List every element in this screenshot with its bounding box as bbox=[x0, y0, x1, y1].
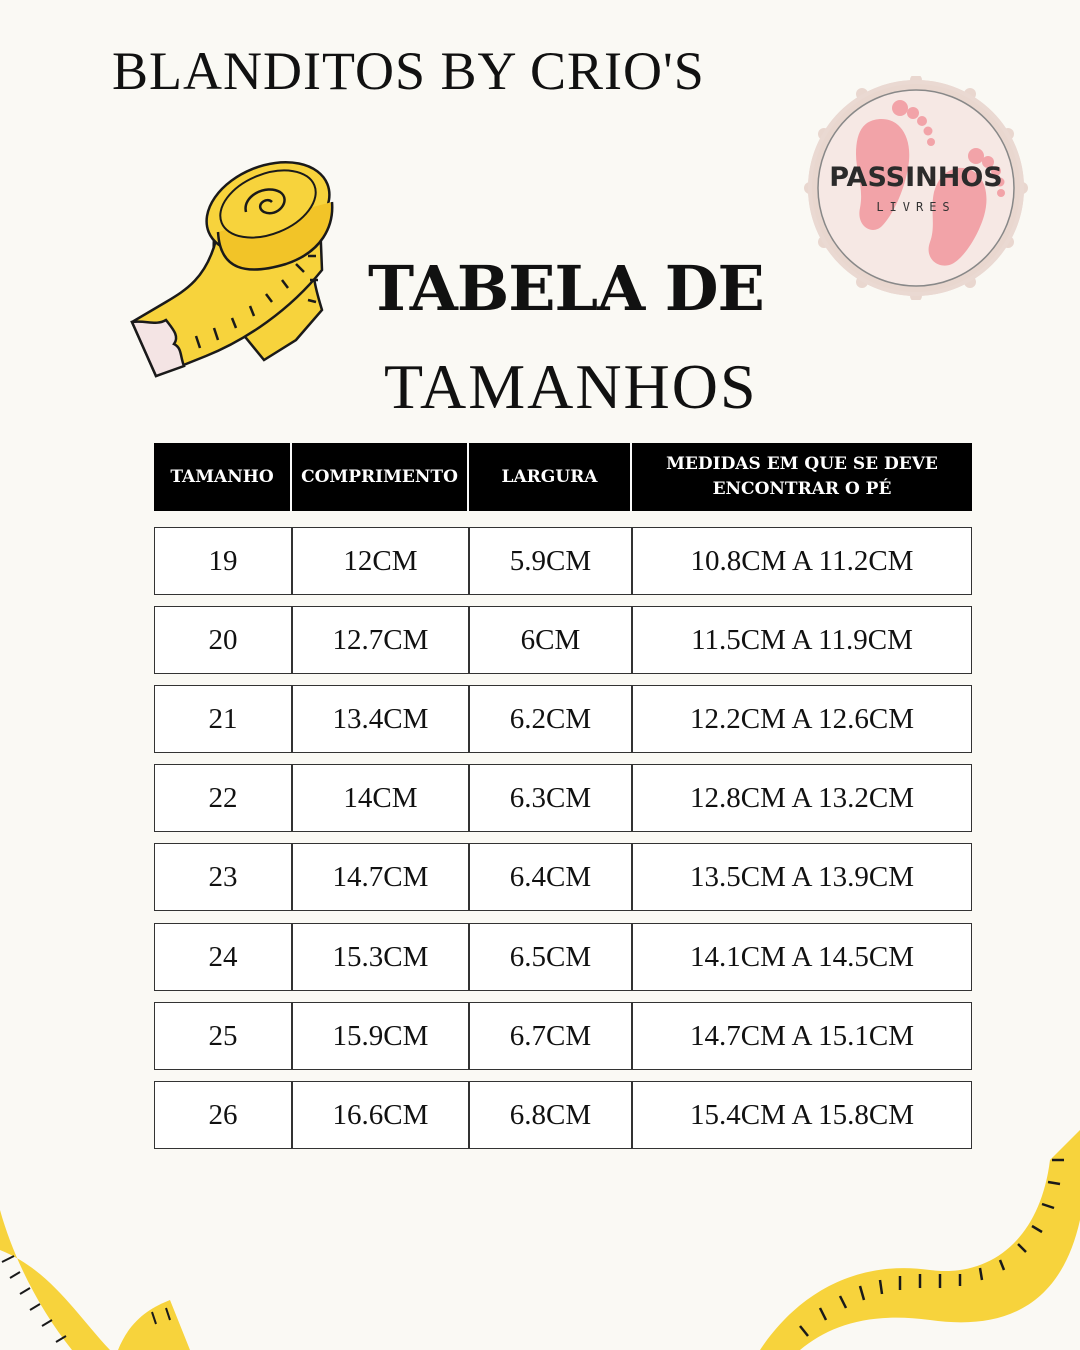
foot-range-cell: 14.7CM A 15.1CM bbox=[632, 1002, 972, 1070]
size-cell: 26 bbox=[154, 1081, 292, 1149]
table-row bbox=[154, 685, 972, 753]
width-cell: 5.9CM bbox=[469, 527, 632, 595]
size-cell: 22 bbox=[154, 764, 292, 832]
foot-range-cell: 13.5CM A 13.9CM bbox=[632, 843, 972, 911]
foot-range-cell: 11.5CM A 11.9CM bbox=[632, 606, 972, 674]
brand-title: BLANDITOS BY CRIO'S bbox=[112, 41, 705, 101]
foot-range-cell: 15.4CM A 15.8CM bbox=[632, 1081, 972, 1149]
length-cell: 15.9CM bbox=[292, 1002, 469, 1070]
size-cell: 20 bbox=[154, 606, 292, 674]
length-cell: 14.7CM bbox=[292, 843, 469, 911]
width-cell: 6.7CM bbox=[469, 1002, 632, 1070]
length-cell: 14CM bbox=[292, 764, 469, 832]
size-cell: 23 bbox=[154, 843, 292, 911]
header-largura: LARGURA bbox=[469, 443, 632, 511]
length-cell: 13.4CM bbox=[292, 685, 469, 753]
foot-range-cell: 14.1CM A 14.5CM bbox=[632, 923, 972, 991]
width-cell: 6.4CM bbox=[469, 843, 632, 911]
logo-subtitle: LIVRES bbox=[876, 200, 956, 214]
table-row bbox=[154, 764, 972, 832]
size-cell: 21 bbox=[154, 685, 292, 753]
table-row bbox=[154, 606, 972, 674]
table-row bbox=[154, 1081, 972, 1149]
foot-range-cell: 10.8CM A 11.2CM bbox=[632, 527, 972, 595]
header-medidas: MEDIDAS EM QUE SE DEVE ENCONTRAR O PÉ bbox=[632, 443, 972, 511]
size-cell: 24 bbox=[154, 923, 292, 991]
width-cell: 6.8CM bbox=[469, 1081, 632, 1149]
table-row bbox=[154, 843, 972, 911]
size-cell: 19 bbox=[154, 527, 292, 595]
table-row bbox=[154, 923, 972, 991]
page-title: TABELA DE bbox=[368, 252, 764, 325]
size-cell: 25 bbox=[154, 1002, 292, 1070]
table-row bbox=[154, 527, 972, 595]
length-cell: 12.7CM bbox=[292, 606, 469, 674]
foot-range-cell: 12.2CM A 12.6CM bbox=[632, 685, 972, 753]
tape-measure-decor-right-icon bbox=[760, 1120, 1080, 1350]
tape-measure-decor-left-icon bbox=[0, 1200, 200, 1350]
passinhos-livres-logo bbox=[796, 76, 1036, 300]
length-cell: 16.6CM bbox=[292, 1081, 469, 1149]
table-row bbox=[154, 1002, 972, 1070]
width-cell: 6.3CM bbox=[469, 764, 632, 832]
length-cell: 15.3CM bbox=[292, 923, 469, 991]
width-cell: 6CM bbox=[469, 606, 632, 674]
width-cell: 6.5CM bbox=[469, 923, 632, 991]
foot-range-cell: 12.8CM A 13.2CM bbox=[632, 764, 972, 832]
page-subtitle: TAMANHOS bbox=[384, 351, 758, 422]
length-cell: 12CM bbox=[292, 527, 469, 595]
tape-measure-icon bbox=[126, 160, 341, 382]
logo-name: PASSINHOS bbox=[829, 162, 1003, 193]
header-tamanho: TAMANHO bbox=[154, 443, 292, 511]
header-comprimento: COMPRIMENTO bbox=[292, 443, 469, 511]
table-header-row bbox=[154, 443, 972, 511]
width-cell: 6.2CM bbox=[469, 685, 632, 753]
